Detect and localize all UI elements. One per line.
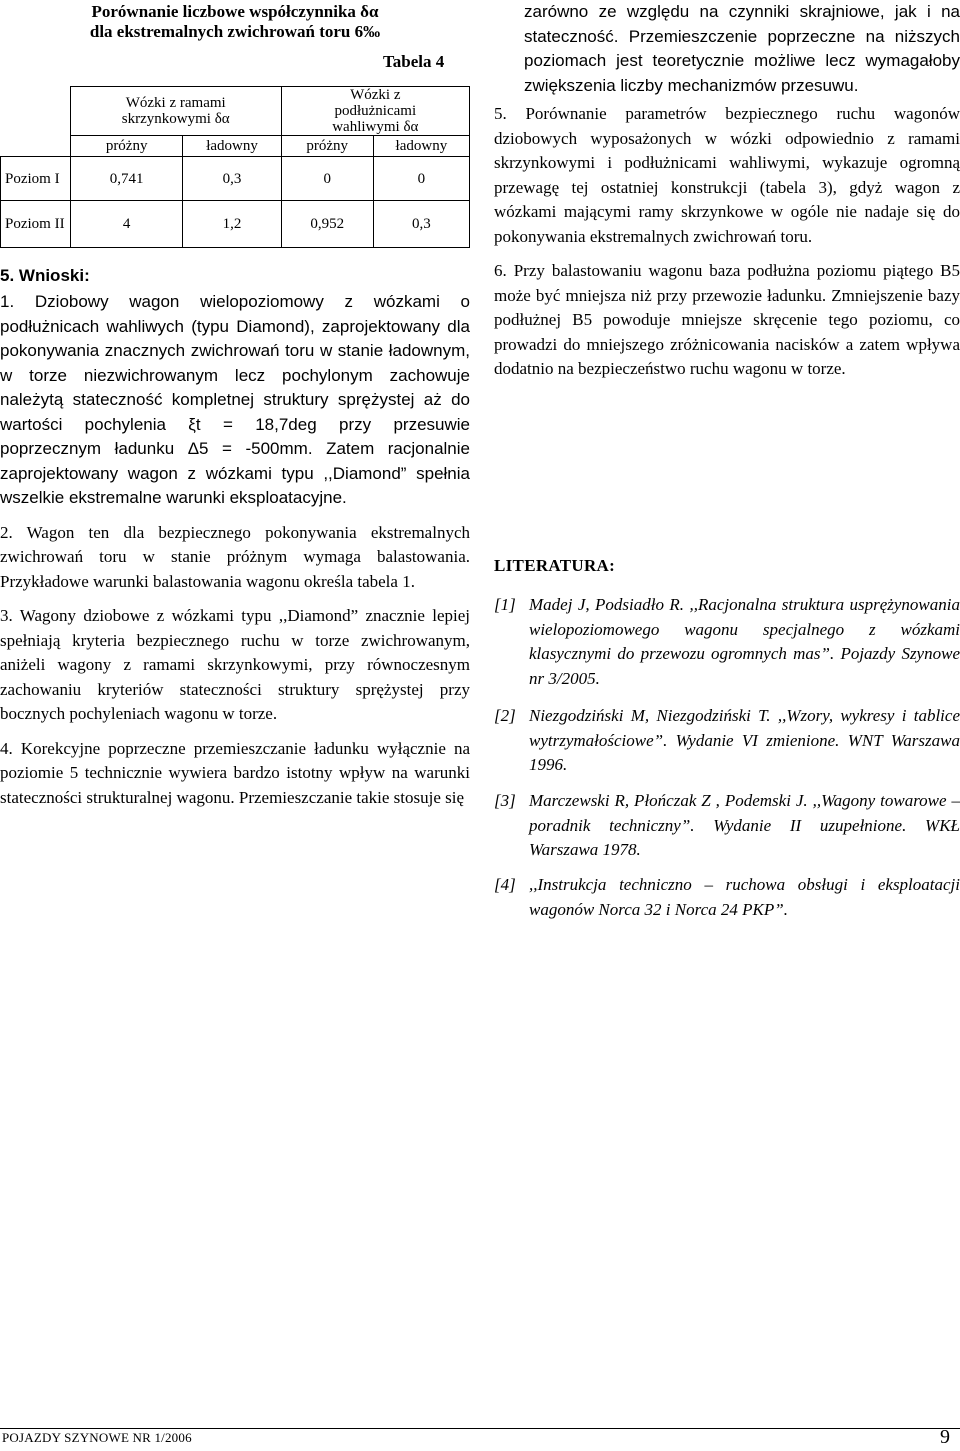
conclusion-paragraph: [0, 290, 470, 511]
table-cell: 4: [70, 201, 183, 248]
left-column: [0, 0, 471, 807]
conclusion-paragraph: [0, 521, 470, 595]
table-cell: 0: [373, 157, 469, 201]
section-heading: 5. Wnioski:: [0, 266, 90, 285]
table-label: Tabela 4: [383, 52, 445, 71]
conclusion-paragraph: [494, 259, 960, 382]
table-cell: 0,741: [70, 157, 183, 201]
conclusion-paragraph: [0, 737, 470, 811]
reference-number: [3]: [494, 791, 516, 810]
table-subheader: ładowny: [373, 136, 469, 157]
footer-rule: [0, 1428, 960, 1429]
reference-text: Marczewski R, Płończak Z , Podemski J. ,,Wagony towarowe – poradnik techniczny”. Wydanie II uzupełnione. WKŁ Warszawa 1978.: [529, 791, 960, 859]
reference-item: [494, 873, 960, 922]
table-cell: 0,952: [281, 201, 373, 248]
table-cell: 0,3: [373, 201, 469, 248]
reference-number: [1]: [494, 595, 516, 614]
reference-item: [494, 789, 960, 863]
table-caption-line1: Porównanie liczbowe współczynnika δα: [91, 2, 379, 21]
table-caption-line2: dla ekstremalnych zwichrowań toru 6‰: [89, 22, 381, 41]
reference-number: [2]: [494, 706, 516, 725]
paragraph-text: Porównanie parametrów bezpiecznego ruchu wagonów dziobowych wyposażonych w wózki odpowiednio z ramami skrzynkowymi i podłużnicami wahliwymi, wykazuje ogromną przewagę tej ostatniej konstrukcji (tabela 3), gdyż wagon z wózkami mającymi ramy skrzynkowe w ogóle nie nadaje się do pokonywania ekstremalnych zwichrowań toru.: [494, 104, 960, 246]
paragraph-text: Korekcyjne poprzeczne przemieszczanie ładunku wyłącznie na poziomie 5 technicznie wywiera bardzo istotny wpływ na warunki stateczności strukturalnej wagonu. Przemieszczanie takie stosuje się: [0, 738, 471, 807]
paragraph-text: Dziobowy wagon wielopoziomowy z wózkami o podłużnicach wahliwych (typu Diamond), zaprojektowany dla pokonywania znacznych zwichrowań toru w stanie ładownym, w torze niezwichrowanym lecz pochylonym zachowuje należytą stateczność kompletnej struktury sprężystej aż do wartości pochylenia ξt = 18,7deg przy przesuwie poprzecznym ładunku Δ5 = -500mm. Zatem racjonalnie zaprojektowany wagon z wózkami typu ,,Diamond” spełnia wszelkie ekstremalne warunki eksploatacyjne.: [0, 292, 470, 507]
table-row: [1, 157, 470, 201]
conclusion-paragraph: [0, 604, 470, 727]
table-row-label: Poziom II: [1, 201, 71, 248]
conclusion-paragraph: [494, 102, 960, 249]
conclusions-list: [0, 290, 470, 810]
reference-item: [494, 704, 960, 778]
table-caption: [0, 2, 470, 42]
page-number: 9: [940, 1426, 950, 1448]
paragraph-number: 1.: [0, 292, 15, 311]
table-row-label: Poziom I: [1, 157, 71, 201]
paragraph-text: zarówno ze względu na czynniki skrajniowe, jak i na stateczność. Przemieszczenie poprzeczne na niższych poziomach jest teoretycznie możliwe lecz wymagałoby zwiększenia liczby mechanizmów przesuwu.: [524, 2, 960, 95]
paragraph-text: Wagon ten dla bezpiecznego pokonywania ekstremalnych zwichrowań toru w stanie próżnym wymaga balastowania. Przykładowe warunki balastowania wagonu określa tabela 1.: [0, 522, 470, 591]
paragraph-number: 5.: [494, 104, 507, 123]
table-group1-header: Wózki z ramami skrzynkowymi δα: [70, 87, 281, 136]
table-subheader: próżny: [70, 136, 183, 157]
paragraph-text: Przy balastowaniu wagonu baza podłużna poziomu piątego B5 może być mniejsza niż przy przewozie ładunku. Zmniejszenie bazy podłużnej B5 powoduje mniejsze skręcenie tego poziomu, co prowadzi do mniejszego zróżnicowania nacisków a zatem wpływa dodatnio na bezpieczeństwo ruchu wagonu w torze.: [494, 261, 960, 378]
reference-text: Niezgodziński M, Niezgodziński T. ,,Wzory, wykresy i tablice wytrzymałościowe”. Wydanie VI zmienione. WNT Warszawa 1996.: [529, 706, 960, 774]
table-row: [1, 201, 470, 248]
paragraph-number: 4.: [0, 738, 13, 758]
paragraph-number: 3.: [0, 606, 13, 625]
literature-title: LITERATURA:: [494, 556, 616, 575]
table-cell: 0,3: [183, 157, 281, 201]
table-group2-header: Wózki z podłużnicami wahliwymi δα: [281, 87, 469, 136]
continued-paragraph: [494, 0, 960, 98]
table-cell: 0: [281, 157, 373, 201]
paragraph-number: 2.: [0, 522, 13, 542]
right-paragraphs: [494, 0, 960, 382]
footer-journal: POJAZDY SZYNOWE NR 1/2006: [2, 1430, 192, 1445]
table-corner: [1, 87, 71, 157]
table-subheader: próżny: [281, 136, 373, 157]
reference-item: [494, 593, 960, 691]
reference-text: Madej J, Podsiadło R. ,,Racjonalna struktura usprężynowania wielopoziomowego wagonu specjalnego z wózkami klasycznymi do przewozu ogromnych mas”. Pojazdy Szynowe nr 3/2005.: [529, 595, 960, 688]
reference-number: [4]: [494, 875, 516, 894]
table-cell: 1,2: [183, 201, 281, 248]
paragraph-number: 6.: [494, 261, 507, 280]
paragraph-text: Wagony dziobowe z wózkami typu ,,Diamond” znacznie lepiej spełniają kryteria bezpiecznego ruchu w torze zwichrowanym, aniżeli wagony z ramami skrzynkowymi, przy równoczesnym zachowaniu kryteriów stateczności struktury sprężystej przy bocznych pochyleniach wagonu w torze.: [0, 606, 470, 723]
table-4: [0, 86, 470, 248]
reference-text: ,,Instrukcja techniczno – ruchowa obsługi i eksploatacji wagonów Norca 32 i Norca 24 PKP”.: [529, 875, 960, 919]
table-subheader: ładowny: [183, 136, 281, 157]
